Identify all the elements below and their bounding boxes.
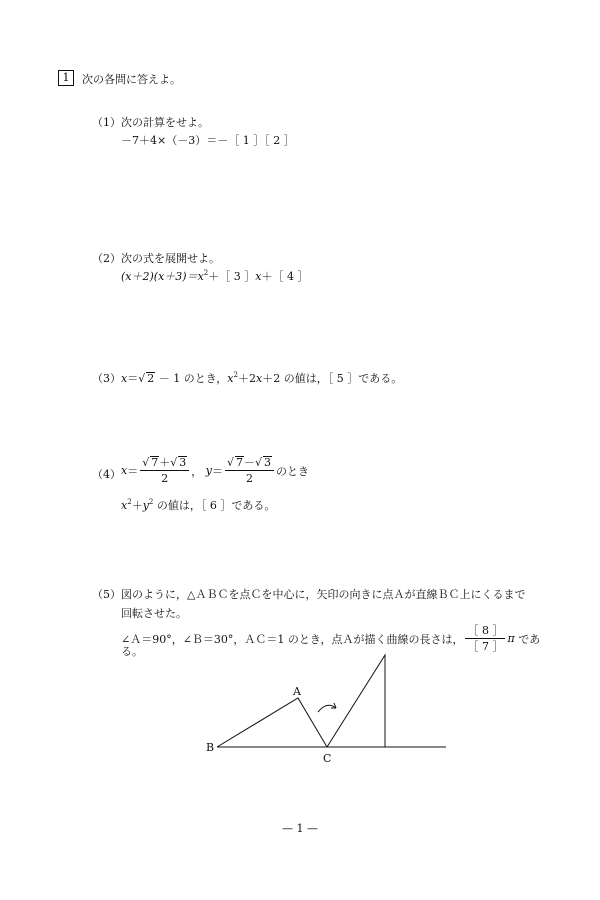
q4-y-fraction: $\frac{√ 7-√ 3}{2}$: [225, 456, 274, 485]
q4-line2-plus: ＋: [131, 499, 143, 512]
q4-line2-x: x: [121, 499, 128, 512]
label-a: A: [293, 685, 301, 698]
q3-number: （3）: [92, 372, 121, 385]
q2-blank3: ＋［ 3 ］: [208, 270, 256, 283]
q4-comma: ，: [191, 464, 203, 478]
q3-minus1: － 1 のとき，: [158, 372, 228, 385]
q3-eq: ＝: [127, 372, 139, 385]
q1-prompt: 次の計算をせよ。: [121, 116, 209, 129]
q3-radicand: 2: [147, 372, 155, 385]
q4-line2-xsq: 2: [127, 498, 132, 506]
q4-line2-ysq: 2: [148, 498, 154, 506]
q4-eq1: ＝: [127, 464, 139, 478]
q3-square: 2: [233, 371, 238, 379]
q3-mid: ＋2: [237, 372, 256, 385]
rotation-arrow: [318, 705, 336, 712]
q4-number: （4）: [92, 468, 121, 481]
problem-instruction: 次の各問に答えよ。: [82, 73, 181, 86]
q4-line2-tail: の値は，［ 6 ］である。: [156, 499, 276, 512]
q2-x2: x: [255, 270, 262, 283]
label-b: B: [206, 741, 215, 754]
q1-expression: －7＋4×（－3）＝－［ 1 ］［ 2 ］: [121, 134, 295, 147]
q5-number: （5）: [92, 588, 121, 601]
q4-rad7: 7: [151, 456, 159, 469]
q5-line1: 図のように，△ＡＢＣを点Ｃを中心に，矢印の向きに点Ａが直線ＢＣ上にくるまで: [121, 588, 526, 601]
q4-x: x: [121, 464, 128, 477]
q4-eq2: ＝: [211, 464, 223, 478]
q4-rad3b: 3: [264, 456, 271, 469]
q4-plus: ＋: [159, 456, 171, 469]
q4-den2: 2: [245, 472, 253, 485]
q3-tail: ＋2 の値は，［ 5 ］である。: [262, 372, 403, 385]
q5-frac-num: ［ 8 ］: [467, 624, 504, 637]
q2-lhs: (x＋2)(x＋3)＝: [121, 270, 198, 283]
q3-x: x: [121, 372, 128, 385]
q4-y: y: [205, 464, 212, 477]
q2-blank4: ＋［ 4 ］: [261, 270, 309, 283]
q2-square: 2: [203, 269, 209, 277]
q4-den1: 2: [161, 472, 169, 485]
q1-number: （1）: [92, 116, 121, 129]
q2-number: （2）: [92, 252, 121, 265]
q4-tail: のとき: [276, 464, 309, 478]
q4-line2-y: y: [142, 499, 149, 512]
q5-frac-den: ［ 7 ］: [467, 640, 504, 653]
q5-line2: 回転させた。: [121, 607, 187, 620]
q2-x: x: [197, 270, 204, 283]
q5-line3-text: ∠Ａ＝90°，∠Ｂ＝30°，ＡＣ＝1 のとき，点Ａが描く曲線の長さは，: [121, 632, 464, 646]
q4-minus: －: [243, 456, 255, 469]
problem-number-box: 1: [58, 70, 74, 86]
q4-x-fraction: $\frac{√ 7+√ 3}{2}$: [140, 456, 189, 485]
q5-pi: π: [507, 632, 515, 645]
label-c: C: [323, 752, 332, 765]
q5-tail: であ: [518, 632, 541, 646]
page-number: — 1 —: [282, 822, 318, 835]
q3-x2: x: [227, 372, 234, 385]
q5-line4: る。: [121, 645, 143, 658]
q3-expression: x＝√ 2 － 1 のとき，$x^2+2x+2$ の値は，［ 5 ］である。: [121, 371, 403, 385]
q4-rad3: 3: [179, 456, 187, 469]
rotated-triangle: [327, 655, 385, 747]
q2-prompt: 次の式を展開せよ。: [121, 252, 220, 265]
q3-x3: x: [255, 372, 263, 385]
triangle-abc: [217, 698, 327, 747]
q4-rad7b: 7: [235, 456, 243, 469]
